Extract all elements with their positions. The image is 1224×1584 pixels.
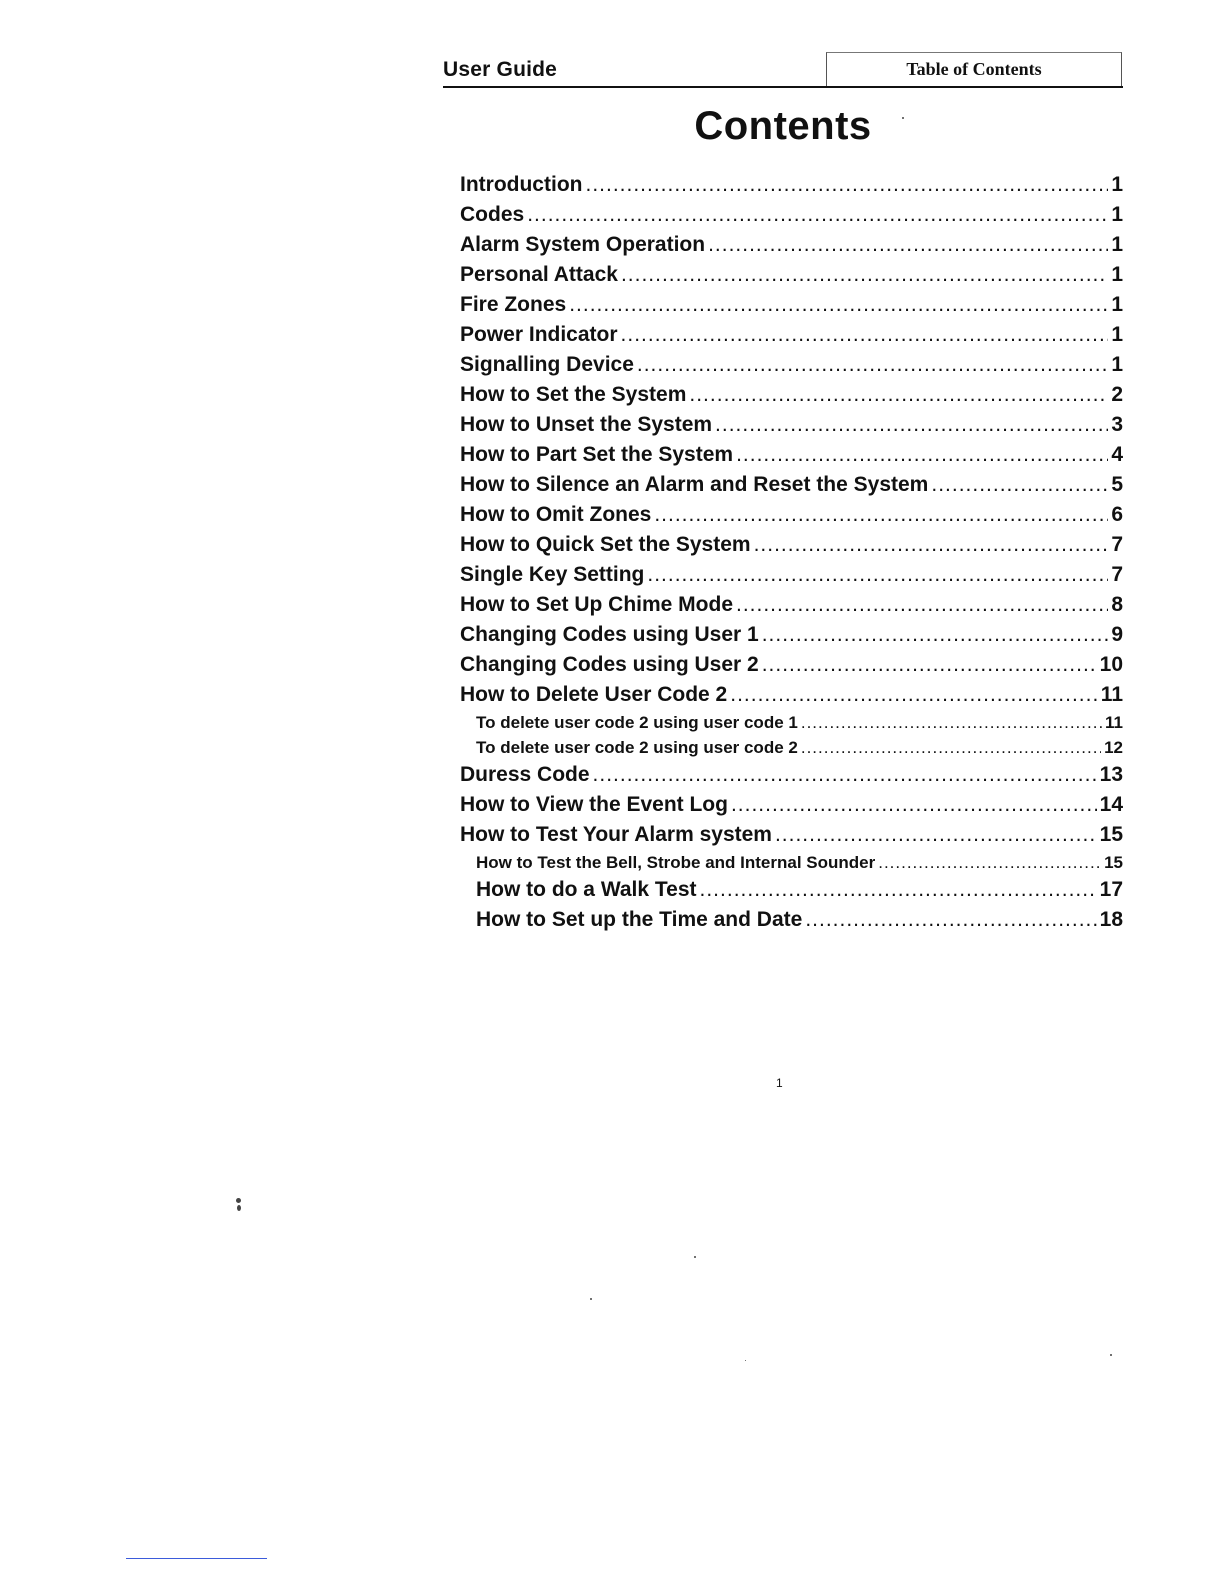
- toc-entry: [460, 350, 1123, 380]
- scan-artifact-line: [126, 1558, 267, 1559]
- toc-dot-leader: [593, 760, 1097, 790]
- toc-entry-page: 1: [1111, 203, 1123, 226]
- toc-dot-leader: [736, 590, 1108, 620]
- toc-entry: [460, 320, 1123, 350]
- toc-entry-title: Signalling Device: [460, 353, 634, 376]
- scan-speck: [236, 1198, 241, 1203]
- toc-entry-title: How to Set the System: [460, 383, 687, 406]
- toc-dot-leader: [715, 410, 1108, 440]
- toc-dot-leader: [805, 905, 1096, 935]
- toc-entry-title: Power Indicator: [460, 323, 618, 346]
- toc-entry-page: 14: [1099, 793, 1123, 816]
- toc-entry-page: 11: [1100, 683, 1123, 706]
- toc-entry-page: 1: [1111, 263, 1123, 286]
- toc-dot-leader: [775, 820, 1097, 850]
- toc-entry-title: How to Omit Zones: [460, 503, 652, 526]
- toc-entry: [460, 875, 1123, 905]
- toc-dot-leader: [931, 470, 1108, 500]
- scan-speck: [1110, 1354, 1112, 1356]
- toc-entry-page: 1: [1111, 323, 1123, 346]
- toc-entry-page: 12: [1104, 738, 1123, 757]
- toc-dot-leader: [700, 875, 1097, 905]
- toc-dot-leader: [621, 320, 1109, 350]
- running-header-section-box: [826, 52, 1122, 86]
- toc-entry-title: Alarm System Operation: [460, 233, 706, 256]
- toc-entry-title: Duress Code: [460, 763, 590, 786]
- toc-entry-title: How to Set up the Time and Date: [476, 908, 803, 931]
- toc-entry-page: 10: [1099, 653, 1123, 676]
- toc-entry-page: 1: [1111, 293, 1123, 316]
- toc-entry-title: How to Delete User Code 2: [460, 683, 728, 706]
- toc-dot-leader: [647, 560, 1108, 590]
- toc-entry-page: 1: [1111, 353, 1123, 376]
- toc-entry: [460, 560, 1123, 590]
- toc-entry: [460, 905, 1123, 935]
- toc-entry-title: To delete user code 2 using user code 2: [476, 738, 798, 757]
- toc-entry-title: How to Quick Set the System: [460, 533, 751, 556]
- toc-entry-page: 7: [1111, 533, 1123, 556]
- toc-entry: [460, 200, 1123, 230]
- toc-entry-title: To delete user code 2 using user code 1: [476, 713, 798, 732]
- toc-entry: [460, 760, 1123, 790]
- scan-speck: [902, 117, 904, 119]
- toc-entry-page: 5: [1111, 473, 1123, 496]
- page-title: Contents: [694, 104, 872, 148]
- toc-entry-page: 15: [1104, 853, 1123, 872]
- toc-entry: [460, 710, 1123, 735]
- toc-entry: [460, 170, 1123, 200]
- toc-entry-page: 15: [1099, 823, 1123, 846]
- toc-entry-title: Changing Codes using User 1: [460, 623, 759, 646]
- toc-entry: [460, 620, 1123, 650]
- toc-entry: [460, 530, 1123, 560]
- toc-entry-title: Personal Attack: [460, 263, 618, 286]
- toc-entry-title: How to Part Set the System: [460, 443, 734, 466]
- toc-dot-leader: [689, 380, 1108, 410]
- toc-entry-title: How to Test the Bell, Strobe and Internal Sounder: [476, 853, 876, 872]
- toc-dot-leader: [801, 710, 1102, 735]
- toc-entry-page: 3: [1111, 413, 1123, 436]
- toc-entry-title: How to Set Up Chime Mode: [460, 593, 733, 616]
- toc-dot-leader: [754, 530, 1109, 560]
- toc-entry: [460, 850, 1123, 875]
- toc-dot-leader: [569, 290, 1108, 320]
- scan-speck: [590, 1298, 592, 1300]
- toc-entry: [460, 470, 1123, 500]
- toc-entry-title: Single Key Setting: [460, 563, 645, 586]
- toc-entry: [460, 680, 1123, 710]
- toc-entry-page: 8: [1111, 593, 1123, 616]
- toc-entry-page: 9: [1111, 623, 1123, 646]
- toc-entry-title: How to Silence an Alarm and Reset the System: [460, 473, 929, 496]
- toc-entry-title: Codes: [460, 203, 525, 226]
- toc-dot-leader: [762, 650, 1097, 680]
- toc-entry-page: 13: [1099, 763, 1123, 786]
- toc-dot-leader: [736, 440, 1108, 470]
- toc-entry-page: 1: [1111, 233, 1123, 256]
- scan-speck: [745, 1360, 746, 1361]
- toc-dot-leader: [801, 735, 1101, 760]
- toc-entry-page: 7: [1111, 563, 1123, 586]
- toc-entry: [460, 290, 1123, 320]
- toc-entry-page: 6: [1111, 503, 1123, 526]
- toc-entry-title: Fire Zones: [460, 293, 567, 316]
- toc-entry: [460, 440, 1123, 470]
- toc-entry-title: How to View the Event Log: [460, 793, 728, 816]
- toc-dot-leader: [878, 850, 1101, 875]
- toc-dot-leader: [527, 200, 1108, 230]
- toc-dot-leader: [731, 790, 1097, 820]
- toc-entry-page: 2: [1111, 383, 1123, 406]
- header-rule: [443, 86, 1123, 88]
- toc-entry: [460, 500, 1123, 530]
- running-header-title: User Guide: [443, 58, 558, 81]
- toc-entry-page: 1: [1111, 173, 1123, 196]
- toc-entry: [460, 380, 1123, 410]
- table-of-contents: [460, 170, 1123, 935]
- toc-entry-title: Changing Codes using User 2: [460, 653, 759, 676]
- toc-dot-leader: [637, 350, 1108, 380]
- toc-entry: [460, 260, 1123, 290]
- toc-dot-leader: [708, 230, 1108, 260]
- scan-speck: [237, 1205, 241, 1211]
- toc-entry-page: 4: [1111, 443, 1123, 466]
- toc-entry-title: How to do a Walk Test: [476, 878, 697, 901]
- toc-entry: [460, 590, 1123, 620]
- toc-entry: [460, 820, 1123, 850]
- toc-dot-leader: [585, 170, 1108, 200]
- toc-entry: [460, 410, 1123, 440]
- toc-dot-leader: [654, 500, 1108, 530]
- toc-entry: [460, 735, 1123, 760]
- toc-dot-leader: [621, 260, 1108, 290]
- toc-entry-page: 11: [1105, 713, 1123, 732]
- toc-entry-title: How to Unset the System: [460, 413, 713, 436]
- toc-dot-leader: [762, 620, 1109, 650]
- toc-entry-title: How to Test Your Alarm system: [460, 823, 772, 846]
- toc-entry-page: 17: [1099, 878, 1123, 901]
- toc-entry: [460, 230, 1123, 260]
- toc-entry: [460, 790, 1123, 820]
- toc-entry-page: 18: [1099, 908, 1123, 931]
- scan-speck: [694, 1256, 696, 1258]
- toc-entry-title: Introduction: [460, 173, 583, 196]
- toc-entry: [460, 650, 1123, 680]
- page-number: 1: [776, 1076, 783, 1090]
- running-header-section: Table of Contents: [906, 59, 1042, 79]
- toc-dot-leader: [730, 680, 1098, 710]
